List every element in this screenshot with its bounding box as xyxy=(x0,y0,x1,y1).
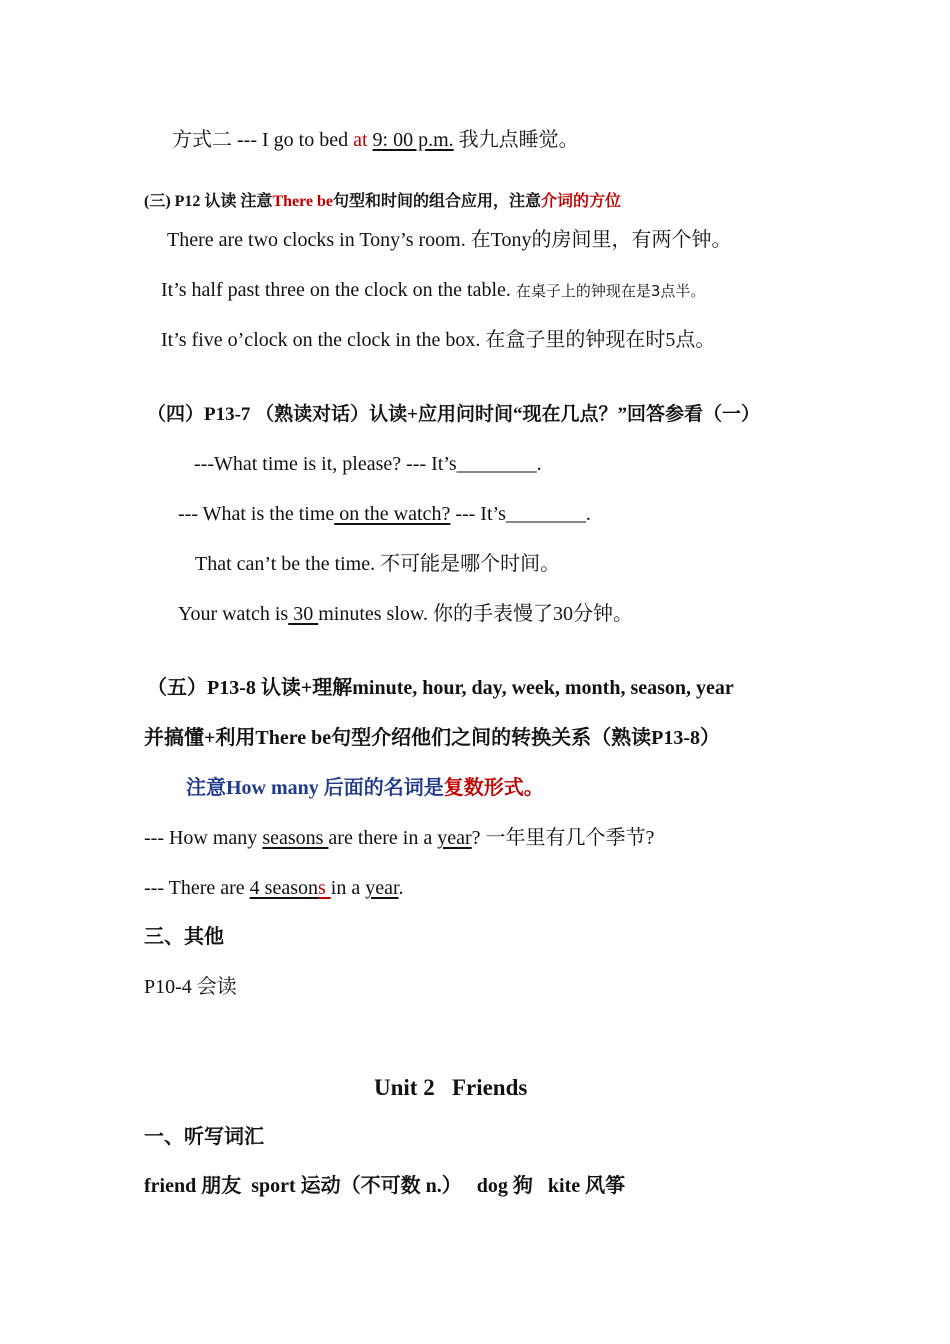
dialogue-what-time: ---What time is it, please? --- It’s________. xyxy=(194,453,542,475)
section-others-heading: 三、其他 xyxy=(144,926,224,948)
answer-four-seasons: --- There are 4 seasons in a year. xyxy=(144,877,404,899)
vocab-words: friend 朋友 sport 运动（不可数 n.） dog 狗 kite 风筝 xyxy=(144,1175,626,1197)
section-5-heading-cont: 并搞懂+利用There be句型介绍他们之间的转换关系（熟读P13-8） xyxy=(144,727,721,749)
sentence-two-clocks: There are two clocks in Tony’s room. 在Tony的房间里，有两个钟。 xyxy=(167,229,732,251)
sentence-cant-be: That can’t be the time. 不可能是哪个时间。 xyxy=(195,553,561,575)
note-p10-4: P10-4 会读 xyxy=(144,976,237,998)
dialogue-watch-time: --- What is the time on the watch? --- It’s________. xyxy=(178,503,591,525)
section-4-heading: （四）P13-7 （熟读对话）认读+应用问时间“现在几点？”回答参看（一） xyxy=(147,404,761,425)
line-method-two: 方式二 --- I go to bed at 9: 00 p.m. 我九点睡觉。 xyxy=(172,129,579,151)
question-how-many-seasons: --- How many seasons are there in a year? 一年里有几个季节? xyxy=(144,827,655,849)
section-3-heading: (三) P12 认读 注意There be句型和时间的组合应用，注意介词的方位 xyxy=(144,193,622,210)
vocab-heading: 一、听写词汇 xyxy=(144,1126,264,1148)
sentence-watch-slow: Your watch is 30 minutes slow. 你的手表慢了30分钟。 xyxy=(178,603,634,625)
unit-title: Unit 2 Friends xyxy=(374,1075,528,1100)
section-5-heading: （五）P13-8 认读+理解minute, hour, day, week, month, season, year xyxy=(147,677,734,699)
note-how-many: 注意How many 后面的名词是复数形式。 xyxy=(186,777,544,799)
sentence-half-past-three: It’s half past three on the clock on the table. 在桌子上的钟现在是3点半。 xyxy=(161,279,706,301)
sentence-five-oclock: It’s five o’clock on the clock in the box. 在盒子里的钟现在时5点。 xyxy=(161,329,716,351)
